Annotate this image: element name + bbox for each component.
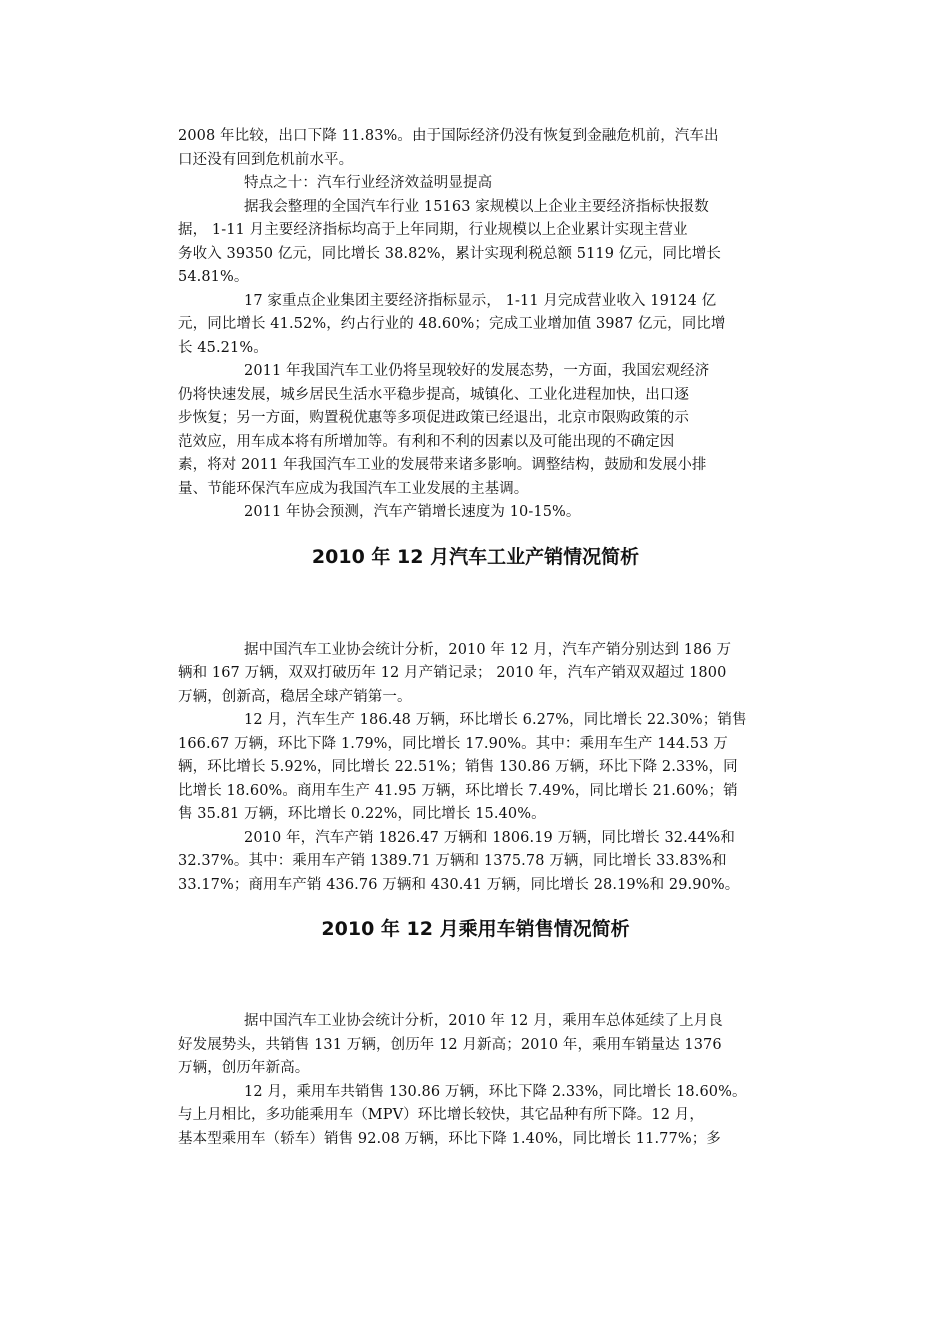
text-line: 长 45.21%。 [178,339,268,356]
text-line: 据中国汽车工业协会统计分析，2010 年 12 月，乘用车总体延续了上月良 [244,1013,723,1029]
text-line: 务收入 39350 亿元，同比增长 38.82%，累计实现利税总额 5119 亿元，同比增长 [178,245,721,262]
paragraph-passenger-detail [178,1081,773,1152]
text-line: 12 月，汽车生产 186.48 万辆，环比增长 6.27%，同比增长 22.30%；销售 [244,712,747,728]
text-line: 据中国汽车工业协会统计分析，2010 年 12 月，汽车产销分别达到 186 万 [244,641,732,658]
text-line: 量、节能环保汽车应成为我国汽车工业发展的主基调。 [178,480,529,497]
text-line: 售 35.81 万辆，环比增长 0.22%，同比增长 15.40%。 [178,806,546,822]
text-line: 素，将对 2011 年我国汽车工业的发展带来诸多影响。调整结构，鼓励和发展小排 [178,457,707,473]
document-page [178,125,773,1151]
text-line: 32.37%。其中：乘用车产销 1389.71 万辆和 1375.78 万辆，同比增长 33.83%和 [178,853,727,869]
text-line: 17 家重点企业集团主要经济指标显示， 1-11 月完成营业收入 19124 亿 [244,292,717,309]
paragraph-december-summary [178,639,773,710]
text-line: 与上月相比，多功能乘用车（MPV）环比增长较快，其它品种有所下降。12 月， [178,1107,704,1123]
text-line: 33.17%；商用车产销 436.76 万辆和 430.41 万辆，同比增长 28.19%和 29.90%。 [178,876,740,893]
paragraph-annual-2010 [178,827,773,898]
text-line: 54.81%。 [178,269,249,285]
text-line: 2010 年，汽车产销 1826.47 万辆和 1806.19 万辆，同比增长 32.44%和 [244,829,735,846]
text-line: 万辆，创历年新高。 [178,1060,310,1076]
text-line: 12 月，乘用车共销售 130.86 万辆，环比下降 2.33%，同比增长 18.60%。 [244,1083,747,1100]
text-line: 范效应，用车成本将有所增加等。有利和不利的因素以及可能出现的不确定因 [178,433,675,450]
text-line: 好发展势头，共销售 131 万辆，创历年 12 月新高；2010 年，乘用车销量达 1376 [178,1036,722,1053]
paragraph-industry-indicators [178,196,773,290]
text-line: 2008 年比较，出口下降 11.83%。由于国际经济仍没有恢复到金融危机前，汽车出 [178,128,719,144]
text-line: 2011 年我国汽车工业仍将呈现较好的发展态势，一方面，我国宏观经济 [244,363,710,379]
text-line: 步恢复；另一方面，购置税优惠等多项促进政策已经退出，北京市限购政策的示 [178,410,689,426]
text-line: 据我会整理的全国汽车行业 15163 家规模以上企业主要经济指标快报数 [244,198,709,215]
paragraph-forecast [178,501,773,525]
text-line: 166.67 万辆，环比下降 1.79%，同比增长 17.90%。其中：乘用车生产 144.53 万 [178,735,728,752]
text-line: 基本型乘用车（轿车）销售 92.08 万辆，环比下降 1.40%，同比增长 11.77%；多 [178,1130,721,1147]
paragraph-key-groups [178,290,773,361]
text-line: 2011 年协会预测，汽车产销增长速度为 10-15%。 [244,504,581,520]
paragraph-outlook-2011 [178,360,773,501]
text-line: 辆，环比增长 5.92%，同比增长 22.51%；销售 130.86 万辆，环比下降 2.33%，同 [178,759,738,775]
section-heading-passenger-cars: 2010 年 12 月乘用车销售情况简析 [321,918,630,940]
text-line: 特点之十：汽车行业经济效益明显提高 [244,175,493,191]
text-line: 口还没有回到危机前水平。 [178,151,354,168]
text-line: 辆和 167 万辆，双双打破历年 12 月产销记录； 2010 年，汽车产销双双超过 1800 [178,665,727,681]
text-line: 比增长 18.60%。商用车生产 41.95 万辆，环比增长 7.49%，同比增长 21.60%；销 [178,782,738,799]
paragraph-december-detail [178,709,773,827]
paragraph-feature-ten [178,172,773,196]
paragraph-export [178,125,773,172]
section-heading-auto-industry: 2010 年 12 月汽车工业产销情况简析 [311,545,640,568]
text-line: 元，同比增长 41.52%，约占行业的 48.60%；完成工业增加值 3987 亿元，同比增 [178,316,726,332]
text-line: 据， 1-11 月主要经济指标均高于上年同期，行业规模以上企业累计实现主营业 [178,222,688,238]
text-line: 万辆，创新高，稳居全球产销第一。 [178,688,412,705]
paragraph-passenger-summary [178,1010,773,1081]
text-line: 仍将快速发展，城乡居民生活水平稳步提高，城镇化、工业化进程加快，出口逐 [178,386,689,403]
